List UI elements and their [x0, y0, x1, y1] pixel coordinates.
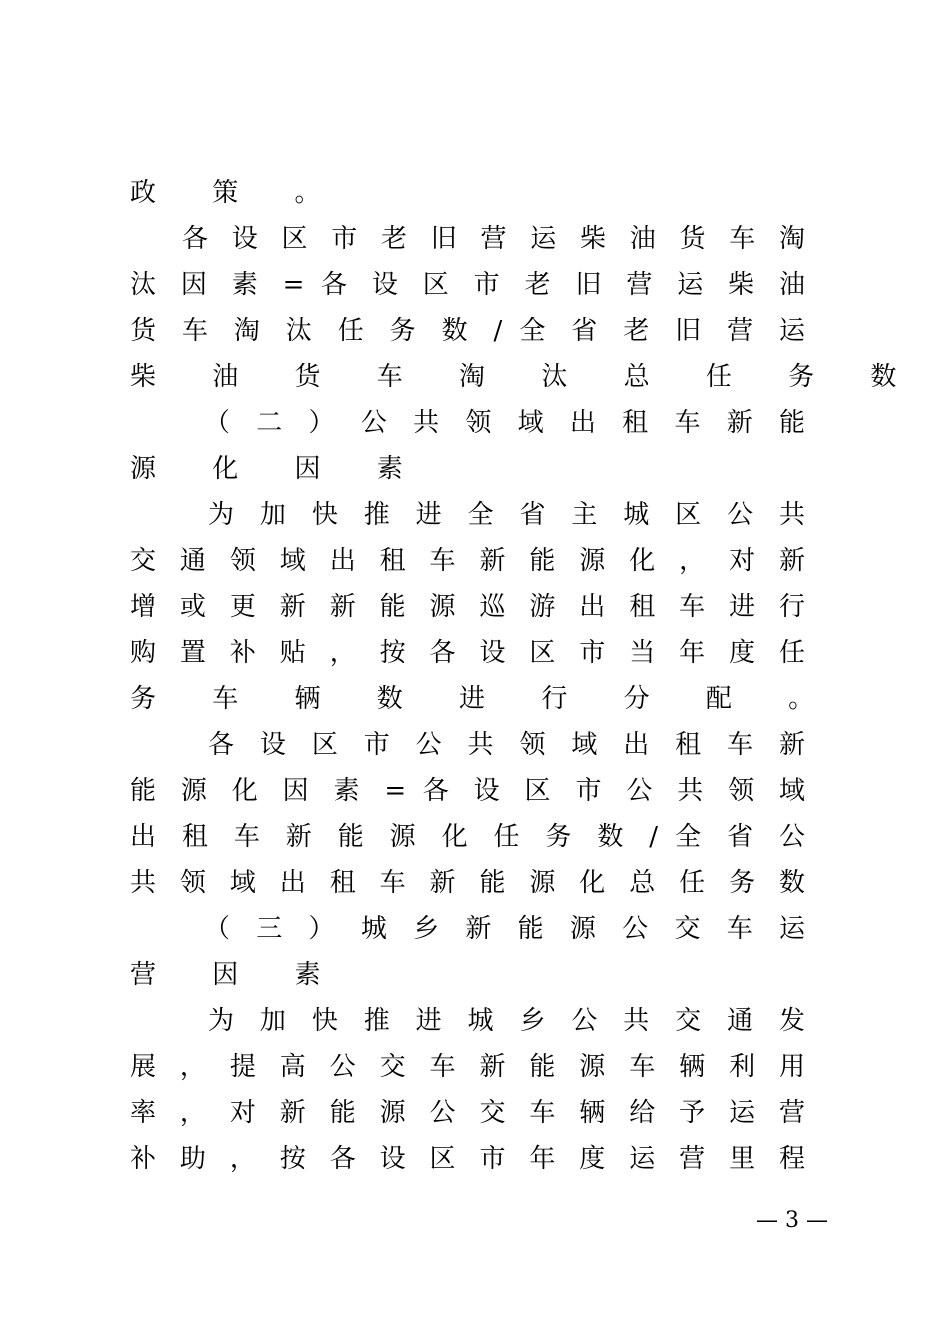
text-line-9: 交 通 领 域 出 租 车 新 能 源 化 ， 对 新	[130, 546, 805, 576]
text-line-22: 补 助 ， 按 各 设 区 市 年 度 运 营 里 程	[130, 1144, 805, 1174]
text-line-15: 出 租 车 新 能 源 化 任 务 数 / 全 省 公	[130, 822, 805, 852]
text-line-19: 为 加 快 推 进 城 乡 公 共 交 通 发	[208, 1006, 805, 1036]
text-line-13: 各 设 区 市 公 共 领 域 出 租 车 新	[208, 730, 805, 760]
text-line-10: 增 或 更 新 新 能 源 巡 游 出 租 车 进 行	[130, 592, 805, 622]
text-line-21: 率 ， 对 新 能 源 公 交 车 辆 给 予 运 营	[130, 1098, 805, 1128]
text-line-20: 展 ， 提 高 公 交 车 新 能 源 车 辆 利 用	[130, 1052, 805, 1082]
text-line-11: 购 置 补 贴 ， 按 各 设 区 市 当 年 度 任	[130, 638, 805, 668]
text-line-12: 务 车 辆 数 进 行 分 配 。	[130, 684, 839, 714]
section-heading-3: （ 三 ） 城 乡 新 能 源 公 交 车 运	[204, 914, 805, 944]
text-line-3: 汰 因 素 = 各 设 区 市 老 旧 营 运 柴 油	[130, 270, 805, 300]
text-line-8: 为 加 快 推 进 全 省 主 城 区 公 共	[208, 500, 805, 530]
section-heading-3-cont: 营 因 素	[130, 960, 345, 990]
text-line-16: 共 领 域 出 租 车 新 能 源 化 总 任 务 数	[130, 868, 805, 898]
page-number: — 3 —	[756, 1208, 828, 1233]
text-line-1: 政 策 。	[130, 178, 345, 208]
section-heading-2: （ 二 ） 公 共 领 域 出 租 车 新 能	[204, 408, 805, 438]
text-line-2: 各 设 区 市 老 旧 营 运 柴 油 货 车 淘	[182, 224, 805, 254]
text-line-5: 柴 油 货 车 淘 汰 总 任 务 数	[130, 362, 921, 392]
section-heading-2-cont: 源 化 因 素	[130, 454, 427, 484]
text-line-14: 能 源 化 因 素 = 各 设 区 市 公 共 领 域	[130, 776, 805, 806]
text-line-4: 货 车 淘 汰 任 务 数 / 全 省 老 旧 营 运	[130, 316, 805, 346]
